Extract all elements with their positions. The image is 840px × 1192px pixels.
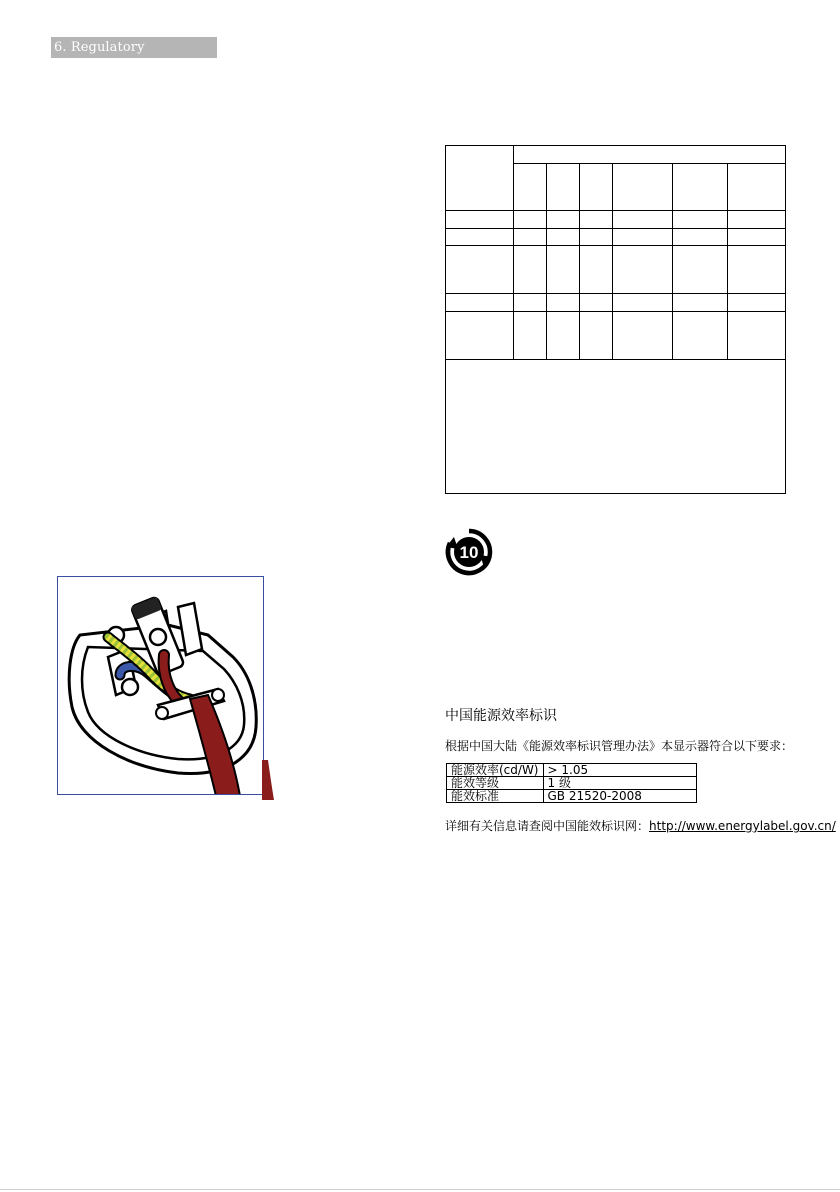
energy-label-table bbox=[446, 763, 697, 803]
table-rule bbox=[513, 146, 514, 359]
table-rule bbox=[727, 163, 728, 359]
table-rule bbox=[446, 359, 785, 360]
table-rule bbox=[446, 311, 785, 312]
table-rule bbox=[672, 163, 673, 359]
energy-label-link[interactable]: http://www.energylabel.gov.cn/ bbox=[649, 819, 836, 833]
plug-icon bbox=[58, 577, 264, 795]
table-row bbox=[447, 790, 697, 803]
energy-label-description: 根据中国大陆《能源效率标识管理办法》本显示器符合以下要求： bbox=[445, 739, 794, 753]
energy-label-cell: 能源效率(cd/W) bbox=[447, 764, 544, 777]
energy-label-footer bbox=[445, 818, 836, 834]
energy-value-cell: GB 21520-2008 bbox=[543, 790, 696, 803]
epup-10-year-icon bbox=[444, 527, 494, 577]
table-row bbox=[447, 777, 697, 790]
table-rule bbox=[546, 163, 547, 359]
table-rule bbox=[513, 163, 785, 164]
hazardous-substance-table bbox=[445, 145, 786, 494]
plug-wiring-figure bbox=[57, 576, 264, 795]
energy-value-cell: 1 级 bbox=[543, 777, 696, 790]
energy-label-cell: 能效标准 bbox=[447, 790, 544, 803]
page-bottom-rule bbox=[0, 1189, 840, 1190]
table-rule bbox=[446, 245, 785, 246]
energy-label-cell: 能效等级 bbox=[447, 777, 544, 790]
table-rule bbox=[579, 163, 580, 359]
table-rule bbox=[612, 163, 613, 359]
table-rule bbox=[446, 210, 785, 211]
epup-logo-number: 10 bbox=[459, 543, 479, 562]
energy-label-title: 中国能源效率标识 bbox=[445, 708, 557, 724]
energy-footer-text: 详细有关信息请查阅中国能效标识网： bbox=[445, 819, 650, 833]
cable-overflow bbox=[262, 760, 290, 800]
energy-value-cell: > 1.05 bbox=[543, 764, 696, 777]
table-rule bbox=[446, 293, 785, 294]
section-title: 6. Regulatory Infomation bbox=[51, 37, 217, 58]
table-rule bbox=[446, 228, 785, 229]
table-row bbox=[447, 764, 697, 777]
